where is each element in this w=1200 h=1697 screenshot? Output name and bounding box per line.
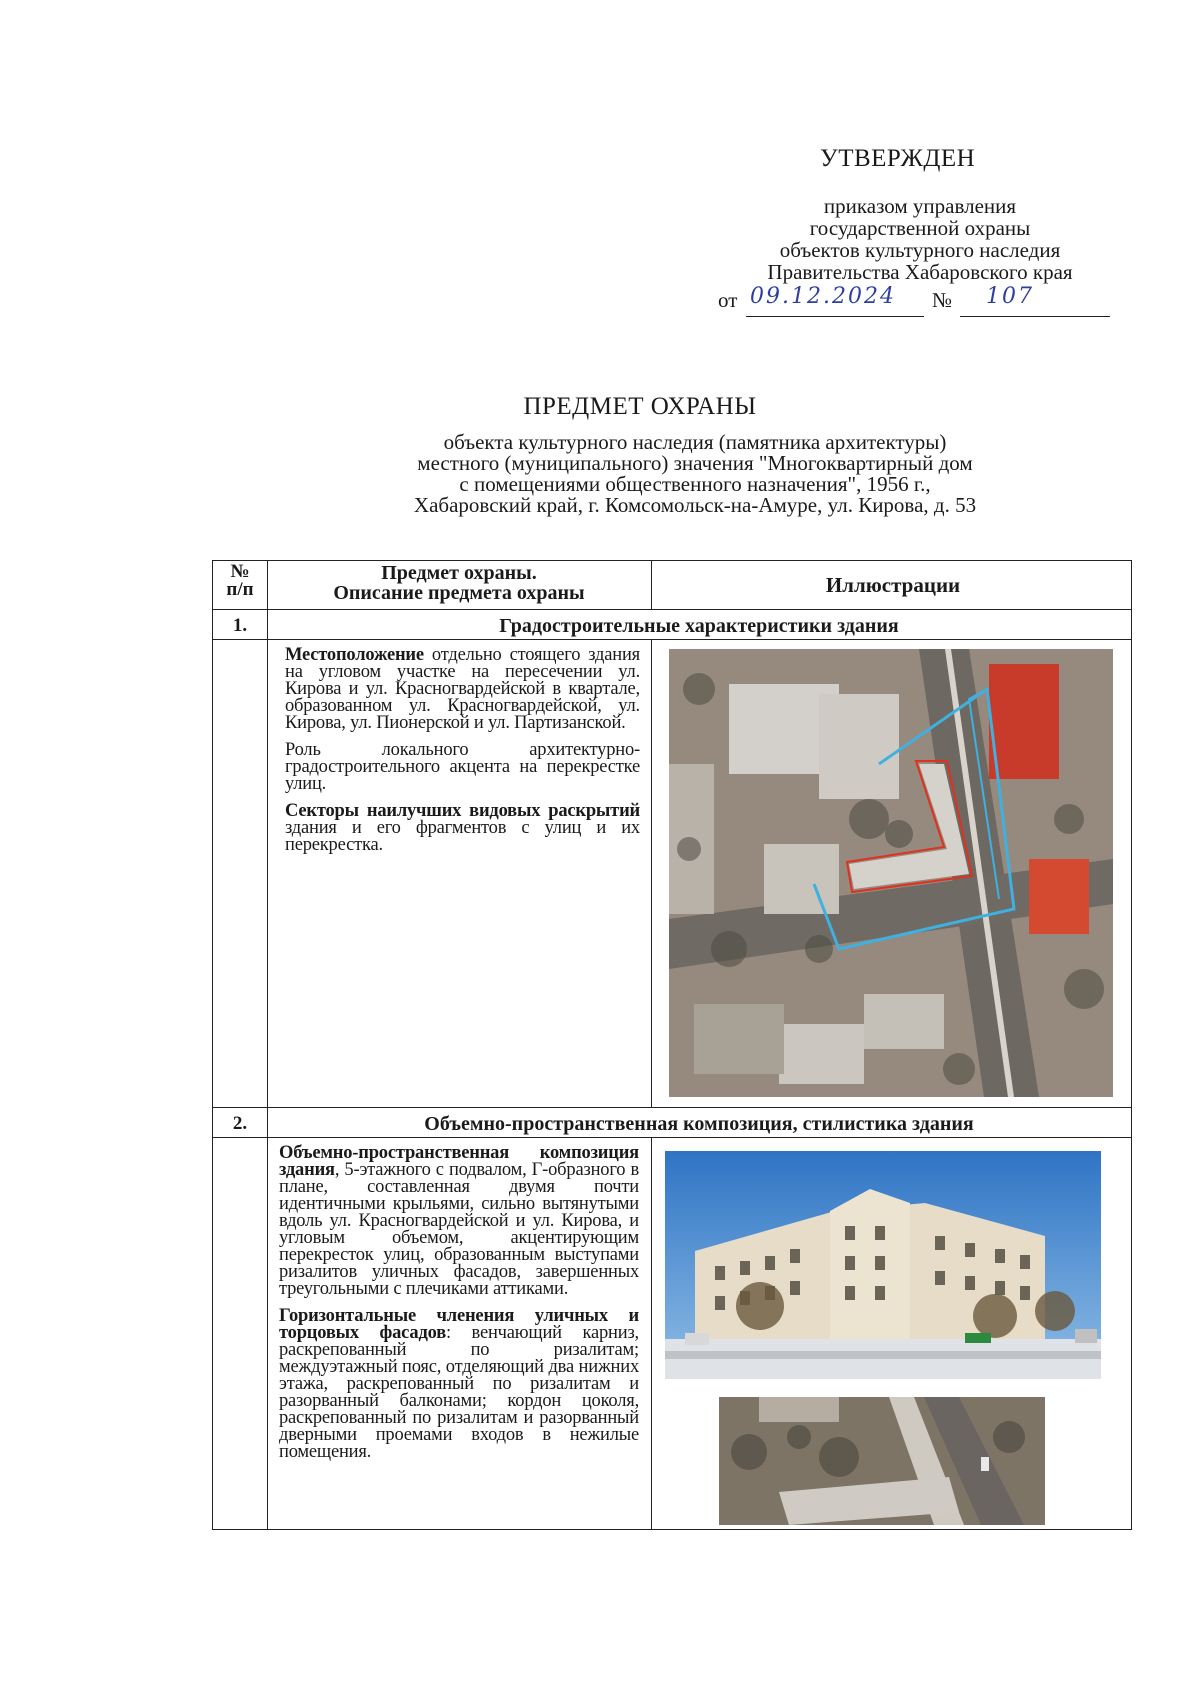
date-prefix: от bbox=[718, 288, 738, 312]
section-2-paragraph-divisions bbox=[279, 1308, 639, 1461]
composition-term: Объемно-пространственная композиция здания bbox=[279, 1143, 639, 1180]
row-divider-header bbox=[213, 609, 1131, 610]
views-text: здания и его фрагментов с улиц и их перекрестка. bbox=[285, 818, 640, 855]
divisions-text: : венчающий карниз, раскрепованный по ризалитам; междуэтажный пояс, отделяющий два нижних этажа, раскрепованный по ризалитам и разорванный балконами; кордон цоколя, раскрепованный по ризалитам и разорванный дверными проемами входов в нежилые помещения. bbox=[279, 1323, 639, 1462]
header-number-symbol: № bbox=[230, 561, 250, 582]
section-1-number: 1. bbox=[232, 615, 248, 636]
header-illustrations: Иллюстрации bbox=[825, 573, 961, 597]
col-divider-2-sec1 bbox=[651, 639, 652, 1107]
header-number bbox=[213, 563, 267, 599]
section-2-number: 2. bbox=[232, 1113, 248, 1134]
approval-line-1: приказом управления bbox=[823, 194, 1017, 218]
header-number-abbr: п/п bbox=[226, 579, 254, 600]
header-desc-line-2: Описание предмета охраны bbox=[333, 582, 585, 604]
row-divider-sec1-title bbox=[213, 639, 1131, 640]
row-divider-sec2 bbox=[213, 1107, 1131, 1108]
approval-issuer bbox=[700, 195, 1140, 283]
views-term: Секторы наилучших видовых раскрытий bbox=[285, 801, 640, 821]
col-divider-2-sec2 bbox=[651, 1137, 652, 1529]
section-2-description bbox=[279, 1145, 639, 1471]
location-term: Местоположение bbox=[285, 645, 424, 665]
aerial-site-photo bbox=[669, 649, 1113, 1097]
approval-line-2: государственной охраны bbox=[809, 216, 1031, 240]
header-desc-line-1: Предмет охраны. bbox=[381, 562, 537, 584]
building-street-photo bbox=[665, 1151, 1101, 1379]
date-underline bbox=[746, 316, 924, 317]
section-1-description bbox=[285, 647, 640, 864]
section-2-title: Объемно-пространственная композиция, стилистика здания bbox=[424, 1113, 974, 1135]
number-prefix: № bbox=[932, 288, 953, 312]
col-divider-2-header bbox=[651, 561, 652, 609]
subtitle-line-1: объекта культурного наследия (памятника архитектуры) bbox=[443, 430, 947, 454]
order-date-number bbox=[718, 284, 1113, 318]
section-1-paragraph-views bbox=[285, 803, 640, 854]
date-handwritten: 09.12.2024 bbox=[750, 284, 896, 309]
composition-text: , 5-этажного с подвалом, Г-образного в плане, составленная двумя почти идентичными крыльями, сильно вытянутыми вдоль ул. Красногвардейской и ул. Кирова, и угловым объемом, акцентирующим перекресток улиц, образованным выступами ризалитов уличных фасадов, завершенных треугольными с плечиками аттиками. bbox=[279, 1160, 639, 1299]
section-1-paragraph-role: Роль локального архитектурно-градостроительного акцента на перекрестке улиц. bbox=[285, 740, 640, 794]
approval-line-4: Правительства Хабаровского края bbox=[767, 260, 1073, 284]
approval-line-3: объектов культурного наследия bbox=[779, 238, 1061, 262]
section-1-paragraph-location bbox=[285, 647, 640, 732]
approval-title: УТВЕРЖДЕН bbox=[820, 145, 976, 172]
col-divider-1 bbox=[267, 561, 268, 1529]
number-handwritten: 107 bbox=[986, 284, 1034, 309]
subtitle-line-2: местного (муниципального) значения "Многоквартирный дом bbox=[417, 451, 973, 475]
header-description bbox=[269, 563, 649, 603]
document-title: ПРЕДМЕТ ОХРАНЫ bbox=[523, 393, 757, 420]
subtitle-line-3: с помещениями общественного назначения", 1956 г., bbox=[459, 472, 931, 496]
section-2-paragraph-composition bbox=[279, 1145, 639, 1298]
protection-table bbox=[212, 560, 1132, 1530]
document-subtitle bbox=[300, 432, 1090, 516]
divisions-term: Горизонтальные членения уличных и торцовых фасадов bbox=[279, 1306, 639, 1343]
aerial-building-photo bbox=[719, 1397, 1045, 1525]
section-1-title: Градостроительные характеристики здания bbox=[499, 615, 899, 637]
number-underline bbox=[960, 316, 1110, 317]
location-text: отдельно стоящего здания на угловом участке на пересечении ул. Кирова и ул. Красногвардейской в квартале, образованном ул. Красногвардейской, ул. Кирова, ул. Пионерской и ул. Партизанской. bbox=[285, 645, 640, 733]
approval-block bbox=[700, 145, 1140, 283]
subtitle-line-4: Хабаровский край, г. Комсомольск-на-Амуре, ул. Кирова, д. 53 bbox=[413, 493, 977, 517]
row-divider-sec2-title bbox=[213, 1137, 1131, 1138]
